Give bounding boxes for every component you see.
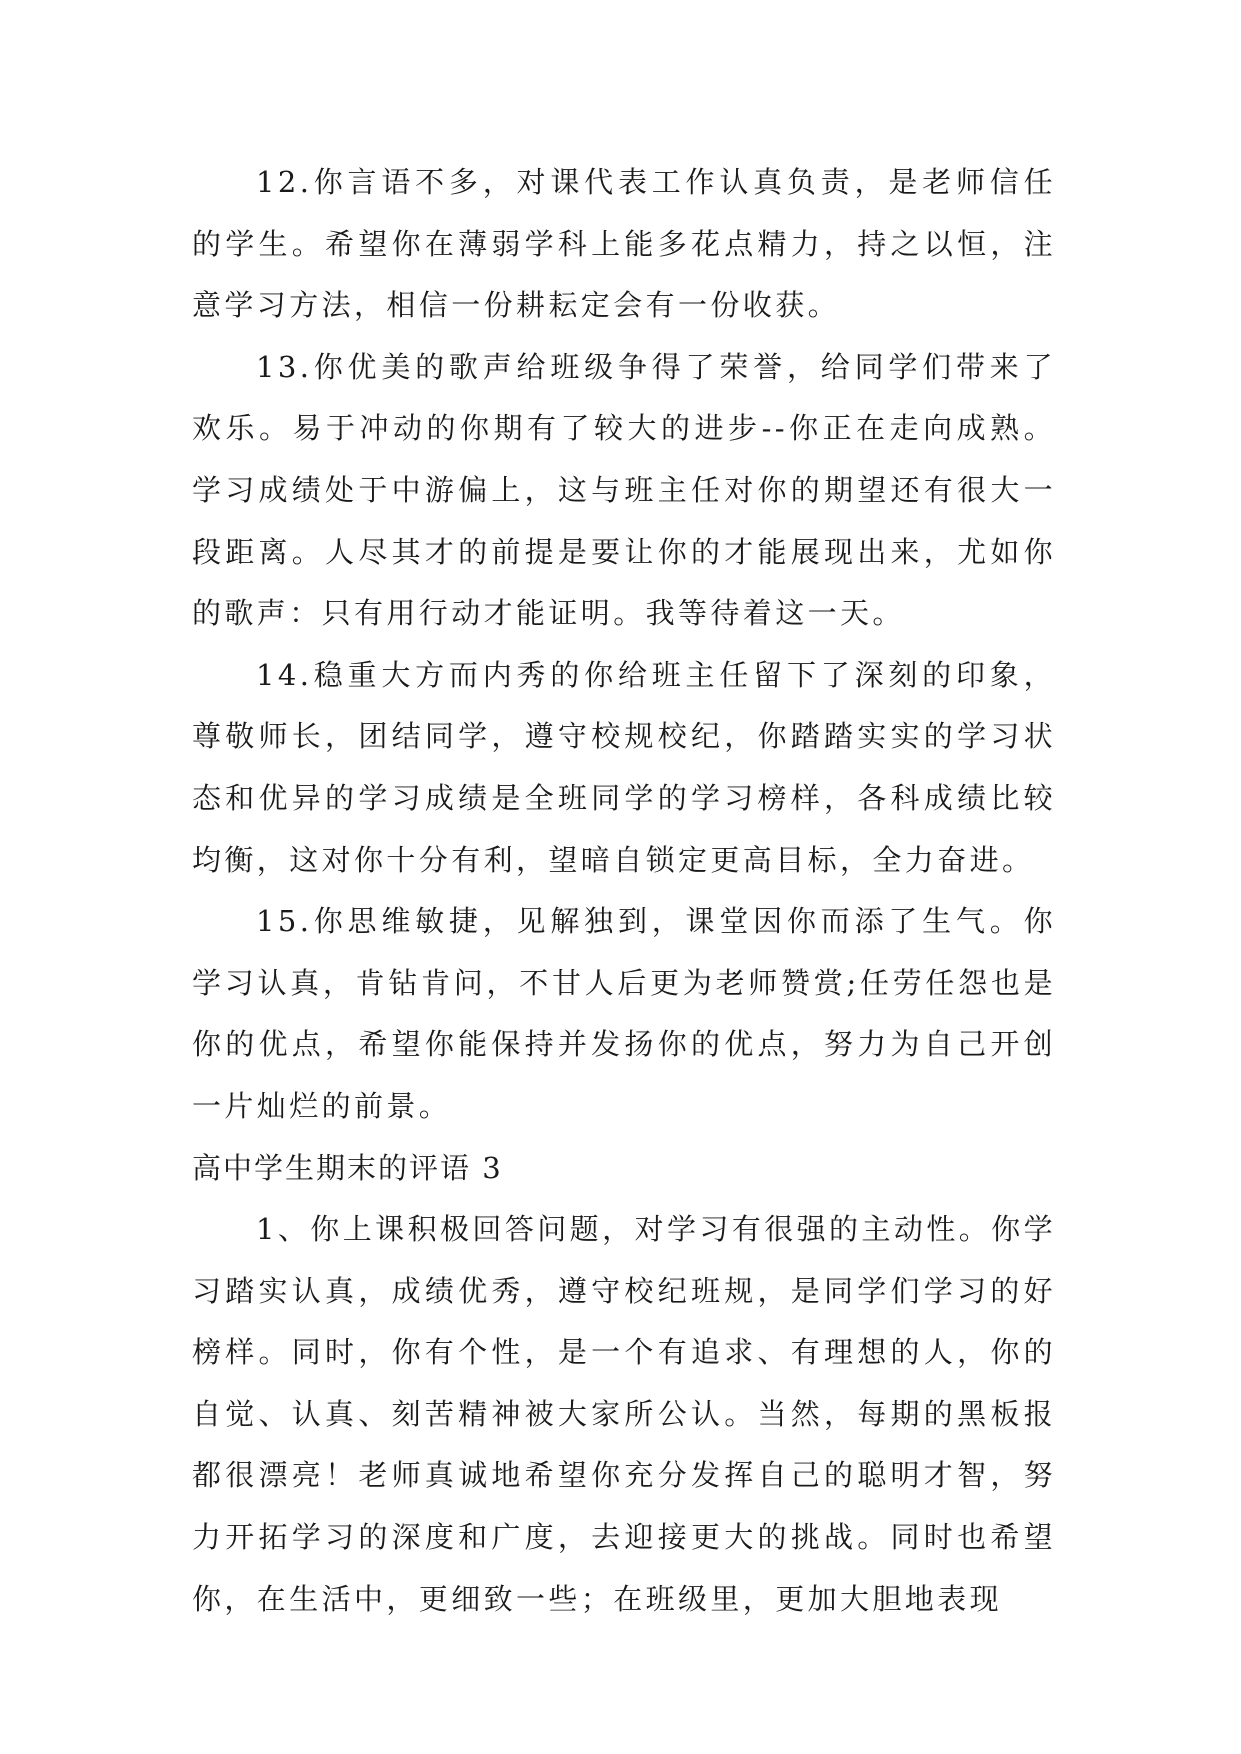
comment-paragraph-12: 12.你言语不多，对课代表工作认真负责，是老师信任的学生。希望你在薄弱学科上能多花点精力，持之以恒，注意学习方法，相信一份耕耘定会有一份收获。 <box>192 165 1056 323</box>
comment-paragraph-14: 14.稳重大方而内秀的你给班主任留下了深刻的印象，尊敬师长，团结同学，遵守校规校纪，你踏踏实实的学习状态和优异的学习成绩是全班同学的学习榜样，各科成绩比较均衡，这对你十分有利，望暗自锁定更高目标，全力奋进。 <box>192 657 1056 877</box>
comment-paragraph-15: 15.你思维敏捷，见解独到，课堂因你而添了生气。你学习认真，肯钻肯问，不甘人后更为老师赞赏;任劳任怨也是你的优点，希望你能保持并发扬你的优点，努力为自己开创一片灿烂的前景。 <box>192 904 1056 1123</box>
section-heading: 高中学生期末的评语 3 <box>192 1150 503 1185</box>
document-body <box>192 152 1056 1630</box>
comment-paragraph-13: 13.你优美的歌声给班级争得了荣誉，给同学们带来了欢乐。易于冲动的你期有了较大的进步--你正在走向成熟。学习成绩处于中游偏上，这与班主任对你的期望还有很大一段距离。人尽其才的前提是要让你的才能展现出来，尤如你的歌声：只有用行动才能证明。我等待着这一天。 <box>192 349 1056 631</box>
comment-paragraph-3-1: 1、你上课积极回答问题，对学习有很强的主动性。你学习踏实认真，成绩优秀，遵守校纪班规，是同学们学习的好榜样。同时，你有个性，是一个有追求、有理想的人，你的自觉、认真、刻苦精神被大家所公认。当然，每期的黑板报都很漂亮！老师真诚地希望你充分发挥自己的聪明才智，努力开拓学习的深度和广度，去迎接更大的挑战。同时也希望你，在生活中，更细致一些；在班级里，更加大胆地表现 <box>192 1212 1056 1616</box>
